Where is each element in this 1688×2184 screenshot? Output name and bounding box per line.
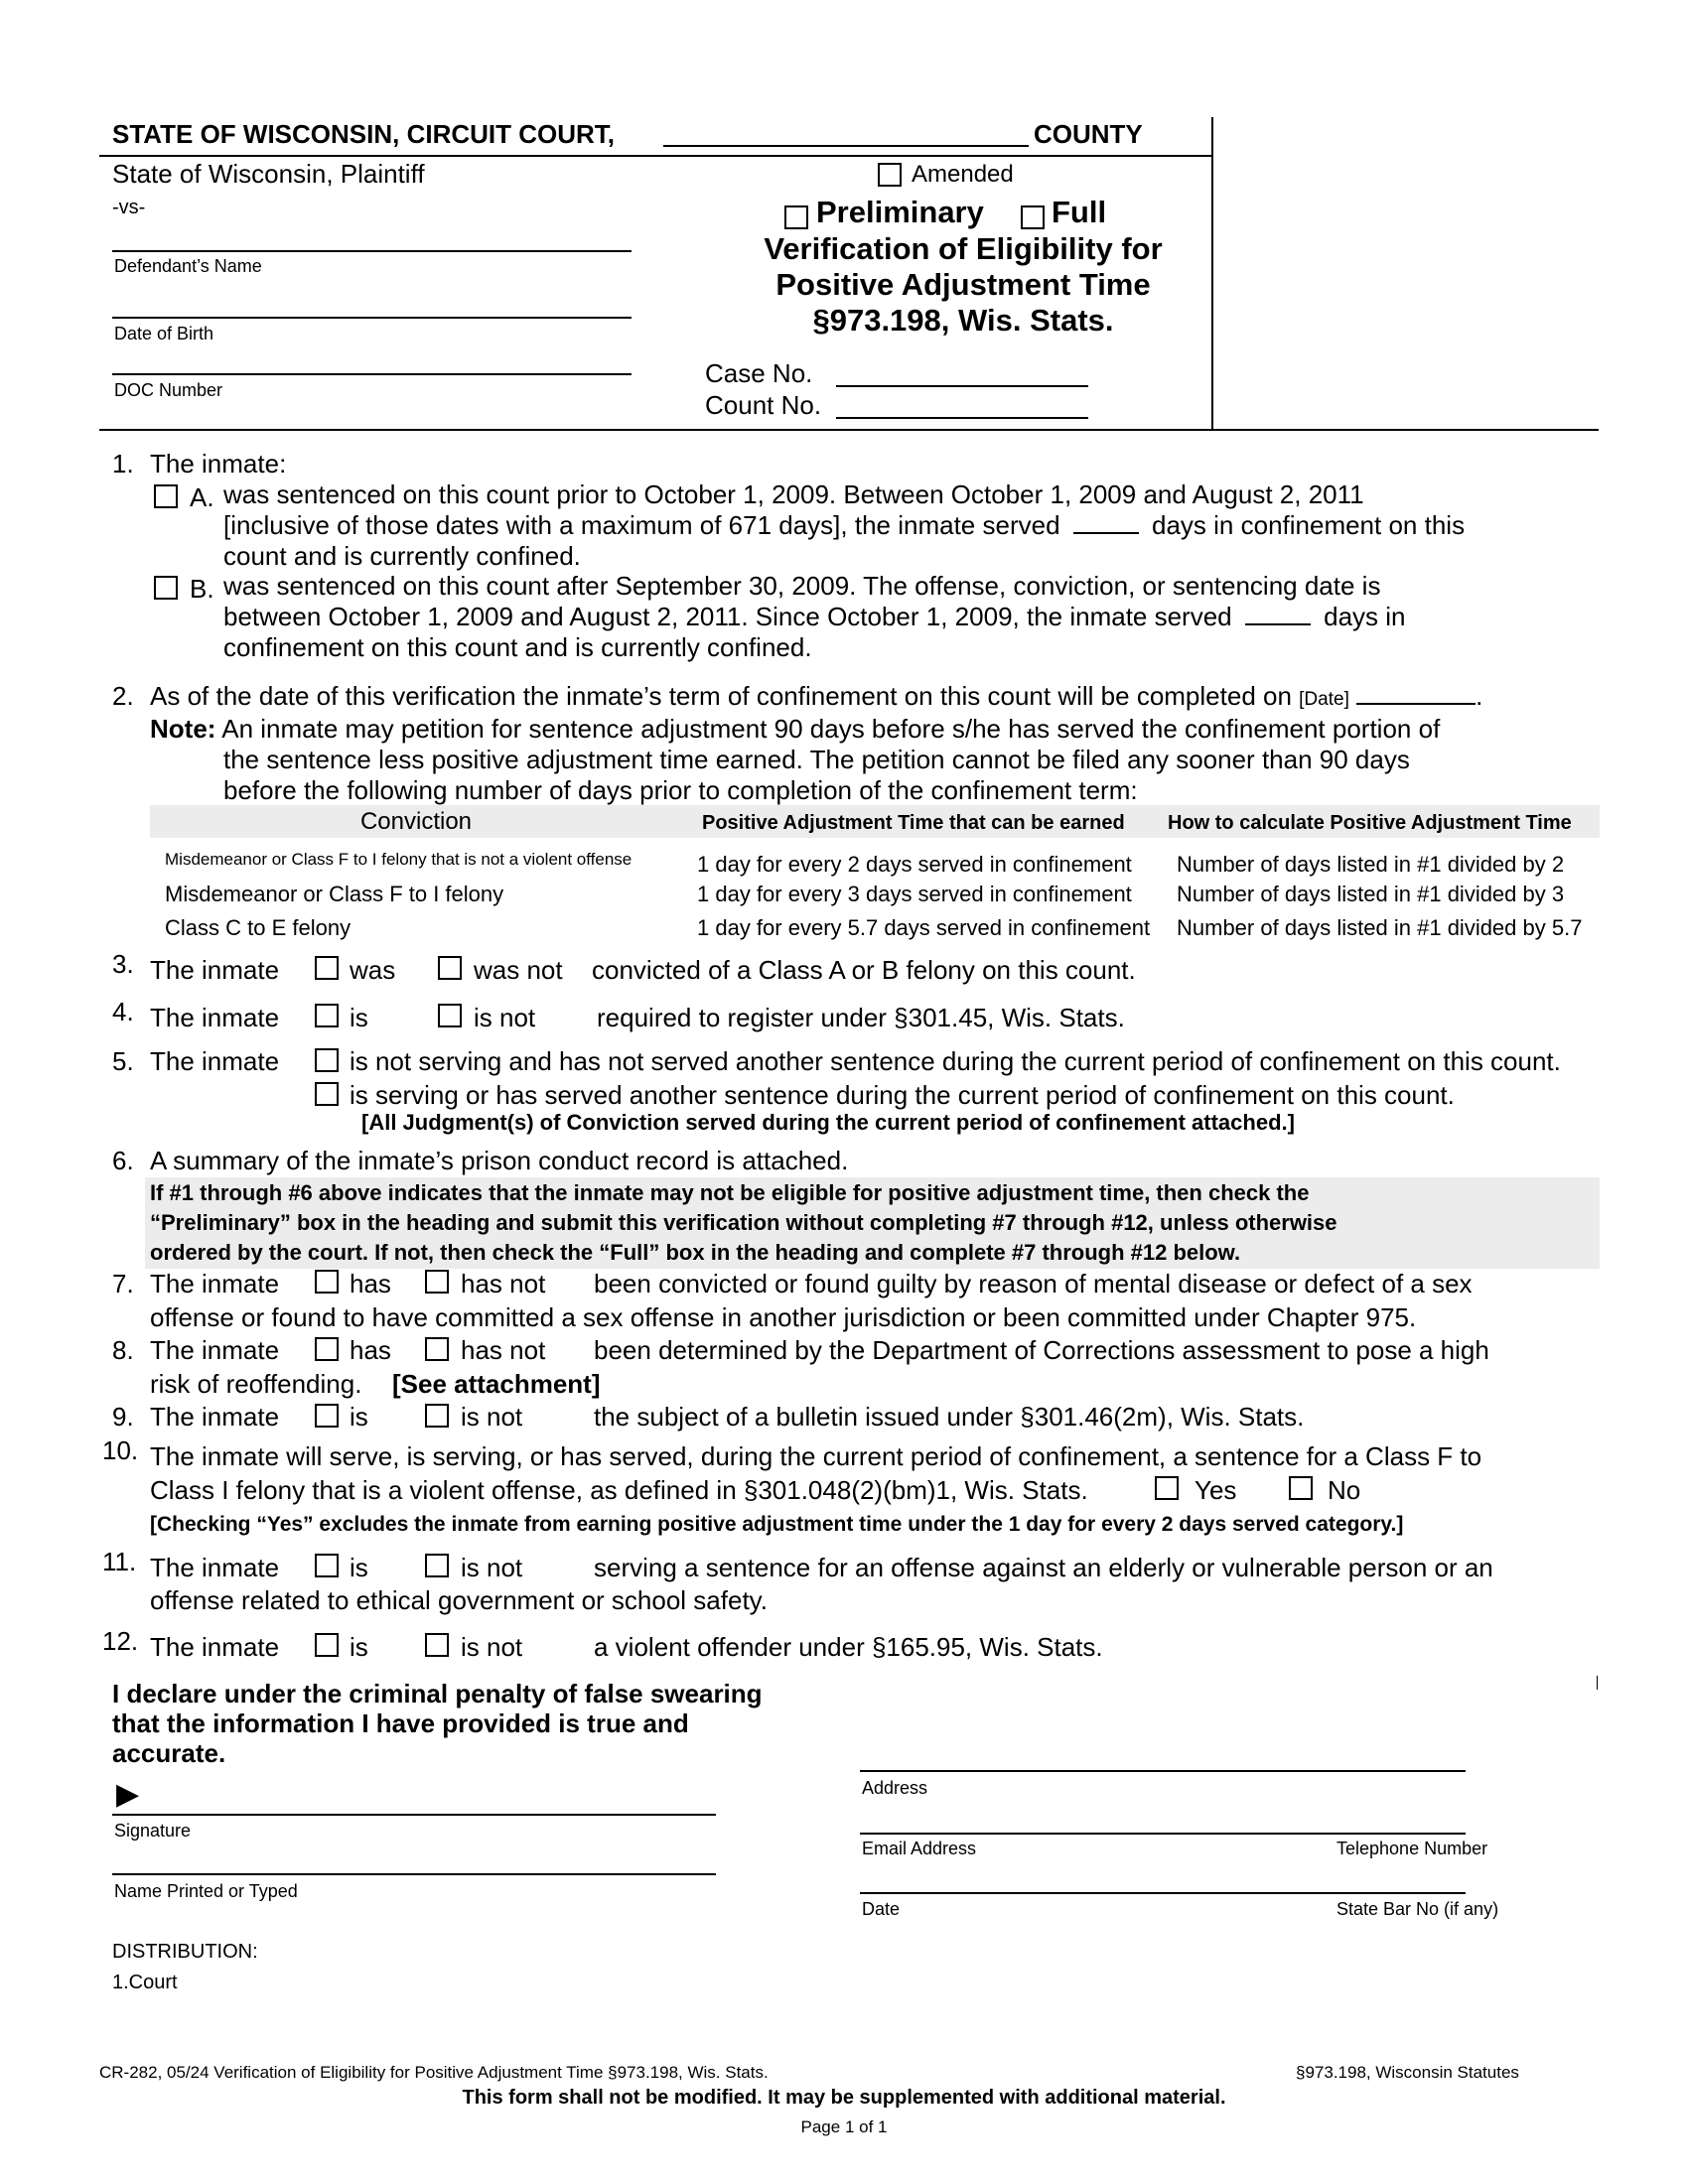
form-title-line1: Verification of Eligibility for: [764, 231, 1163, 266]
item11-text1: serving a sentence for an offense against an elderly or vulnerable person or an: [594, 1553, 1493, 1582]
county-label: COUNTY: [1034, 119, 1143, 149]
doc-number-field[interactable]: [112, 373, 632, 375]
pat-table-row1-conviction: Misdemeanor or Class F to I felony that is not a violent offense: [165, 850, 633, 869]
item4-is-not-checkbox[interactable]: [438, 1004, 462, 1027]
margin-mark: [1597, 1676, 1598, 1690]
item3-number: 3.: [112, 949, 134, 979]
signature-label: Signature: [114, 1821, 192, 1841]
item2-note-line1: [150, 714, 1440, 745]
item10-no-label: No: [1328, 1475, 1361, 1505]
item8-see-attachment: [See attachment]: [392, 1369, 601, 1399]
item3-was-checkbox[interactable]: [315, 956, 339, 980]
item11-text2: offense related to ethical government or school safety.: [150, 1585, 768, 1615]
full-label: Full: [1052, 195, 1107, 229]
item7-lead: The inmate: [150, 1269, 280, 1298]
pat-table-row3-earned: 1 day for every 5.7 days served in confinement: [697, 915, 1151, 940]
declaration-line1: I declare under the criminal penalty of false swearing: [112, 1679, 763, 1708]
item7-number: 7.: [112, 1269, 134, 1298]
item9-is-not-label: is not: [461, 1402, 523, 1432]
item4-text: required to register under §301.45, Wis. Stats.: [597, 1003, 1125, 1032]
amended-checkbox[interactable]: [878, 163, 902, 187]
item3-was-not-checkbox[interactable]: [438, 956, 462, 980]
preliminary-checkbox[interactable]: [784, 205, 808, 229]
item1-number: 1.: [112, 449, 134, 478]
item10-note: [Checking “Yes” excludes the inmate from earning positive adjustment time under the 1 day for every 2 days served category.]: [150, 1513, 1404, 1536]
item12-is-checkbox[interactable]: [315, 1633, 339, 1657]
distribution-item-court: 1.Court: [112, 1972, 178, 1993]
item5-serving-label: is serving or has served another sentence during the current period of confinement on this count.: [350, 1080, 1455, 1110]
item9-text: the subject of a bulletin issued under §301.46(2m), Wis. Stats.: [594, 1402, 1305, 1432]
amended-label: Amended: [912, 161, 1014, 188]
address-field[interactable]: [860, 1770, 1466, 1772]
footer-statute: §973.198, Wisconsin Statutes: [1296, 2063, 1519, 2082]
pat-table-row2-earned: 1 day for every 3 days served in confinement: [697, 882, 1132, 906]
item4-is-not-label: is not: [474, 1003, 536, 1032]
item9-is-not-checkbox[interactable]: [425, 1404, 449, 1428]
telephone-label: Telephone Number: [1336, 1839, 1488, 1858]
item6-text: A summary of the inmate’s prison conduct record is attached.: [150, 1146, 849, 1175]
item7-has-not-label: has not: [461, 1269, 546, 1298]
item8-has-checkbox[interactable]: [315, 1337, 339, 1361]
item12-is-label: is: [350, 1632, 368, 1662]
item2-note-line3: before the following number of days prior to completion of the confinement term:: [223, 775, 1138, 805]
instruction-line2: “Preliminary” box in the heading and submit this verification without completing #7 through #12, unless otherwise: [150, 1210, 1337, 1235]
pat-table-row1-calc: Number of days listed in #1 divided by 2: [1177, 852, 1565, 877]
footer-notice: This form shall not be modified. It may be supplemented with additional material.: [462, 2087, 1226, 2109]
count-no-field[interactable]: [836, 417, 1088, 419]
item10-number: 10.: [102, 1435, 139, 1465]
form-title-line2: Positive Adjustment Time: [775, 267, 1151, 302]
item1-b-checkbox[interactable]: [154, 576, 178, 600]
item1-b-line2-pre: between October 1, 2009 and August 2, 2011. Since October 1, 2009, the inmate served: [223, 602, 1232, 631]
email-label: Email Address: [862, 1839, 977, 1858]
item1-a-line3: count and is currently confined.: [223, 541, 581, 571]
count-no-label: Count No.: [705, 390, 822, 420]
item5-not-serving-checkbox[interactable]: [315, 1048, 339, 1072]
item2-note-text1: An inmate may petition for sentence adjustment 90 days before s/he has served the confinement portion of: [221, 714, 1441, 744]
plaintiff-label: State of Wisconsin, Plaintiff: [112, 159, 425, 189]
item12-is-not-label: is not: [461, 1632, 523, 1662]
item1-b-line1: was sentenced on this count after September 30, 2009. The offense, conviction, or sentencing date is: [223, 571, 1381, 601]
item11-is-not-label: is not: [461, 1553, 523, 1582]
pat-table-row2-conviction: Misdemeanor or Class F to I felony: [165, 882, 504, 906]
item1-lead: The inmate:: [150, 449, 287, 478]
item1-a-line2-pre: [inclusive of those dates with a maximum of 671 days], the inmate served: [223, 510, 1060, 540]
item8-text2: risk of reoffending.: [150, 1369, 362, 1399]
item2-text: As of the date of this verification the inmate’s term of confinement on this count will be completed on [Date] .: [150, 681, 1483, 711]
doc-number-label: DOC Number: [114, 380, 223, 400]
item4-number: 4.: [112, 997, 134, 1026]
item2-date-hint: [Date]: [1299, 689, 1349, 710]
item10-text1: The inmate will serve, is serving, or has served, during the current period of confinement, a sentence for a Class F to: [150, 1441, 1482, 1471]
item3-was-label: was: [350, 955, 396, 985]
email-phone-field[interactable]: [860, 1833, 1466, 1835]
pat-table-header-earned: Positive Adjustment Time that can be earned: [702, 812, 1125, 834]
item11-lead: The inmate: [150, 1553, 280, 1582]
item1-a-letter: A.: [190, 482, 214, 512]
item9-is-label: is: [350, 1402, 368, 1432]
item12-number: 12.: [102, 1626, 139, 1656]
item8-has-not-checkbox[interactable]: [425, 1337, 449, 1361]
distribution-label: DISTRIBUTION:: [112, 1941, 258, 1963]
defendant-name-label: Defendant’s Name: [114, 256, 262, 276]
item7-text1: been convicted or found guilty by reason of mental disease or defect of a sex: [594, 1269, 1473, 1298]
item11-is-not-checkbox[interactable]: [425, 1554, 449, 1577]
item11-is-label: is: [350, 1553, 368, 1582]
header-rule: [99, 155, 1211, 157]
signature-arrow-icon: ▶: [116, 1778, 140, 1811]
preliminary-label: Preliminary: [816, 195, 984, 229]
item3-text: convicted of a Class A or B felony on this count.: [592, 955, 1136, 985]
item11-number: 11.: [102, 1547, 137, 1576]
item12-is-not-checkbox[interactable]: [425, 1633, 449, 1657]
item10-text2: Class I felony that is a violent offense, as defined in §301.048(2)(bm)1, Wis. Stats.: [150, 1475, 1088, 1505]
item2-number: 2.: [112, 681, 134, 711]
vs-label: -vs-: [112, 197, 146, 218]
item7-has-not-checkbox[interactable]: [425, 1270, 449, 1294]
instruction-line3: ordered by the court. If not, then check the “Full” box in the heading and complete #7 through #12 below.: [150, 1240, 1241, 1265]
item2-statement: As of the date of this verification the inmate’s term of confinement on this count will be completed on: [150, 681, 1292, 711]
item4-is-checkbox[interactable]: [315, 1004, 339, 1027]
item1-b-line2: [223, 602, 1406, 632]
state-bar-label: State Bar No (if any): [1336, 1899, 1499, 1919]
form-title-line3: §973.198, Wis. Stats.: [812, 303, 1114, 338]
item1-a-line2: [223, 510, 1465, 541]
instruction-line1: If #1 through #6 above indicates that the inmate may not be eligible for positive adjustment time, then check the: [150, 1180, 1310, 1205]
item12-text: a violent offender under §165.95, Wis. Stats.: [594, 1632, 1103, 1662]
footer-form-id: CR-282, 05/24 Verification of Eligibility for Positive Adjustment Time §973.198, Wis. Stats.: [99, 2063, 769, 2082]
item10-yes-checkbox[interactable]: [1155, 1476, 1179, 1500]
item8-text1: been determined by the Department of Corrections assessment to pose a high: [594, 1335, 1489, 1365]
pat-table-row3-conviction: Class C to E felony: [165, 915, 352, 940]
date-label: Date: [862, 1899, 901, 1919]
pat-table-row3-calc: Number of days listed in #1 divided by 5.7: [1177, 915, 1583, 940]
footer-page-number: Page 1 of 1: [800, 2117, 888, 2136]
item3-was-not-label: was not: [474, 955, 563, 985]
item1-b-days-field[interactable]: [1245, 623, 1311, 625]
date-of-birth-field[interactable]: [112, 317, 632, 319]
item1-b-line3: confinement on this count and is currently confined.: [223, 632, 812, 662]
item10-no-checkbox[interactable]: [1289, 1476, 1313, 1500]
item2-note-line2: the sentence less positive adjustment time earned. The petition cannot be filed any sooner than 90 days: [223, 745, 1410, 774]
item9-is-checkbox[interactable]: [315, 1404, 339, 1428]
pat-table-header-conviction: Conviction: [359, 808, 473, 835]
item2-note-label: Note:: [150, 714, 216, 744]
item3-lead: The inmate: [150, 955, 280, 985]
item7-has-checkbox[interactable]: [315, 1270, 339, 1294]
item9-number: 9.: [112, 1402, 134, 1432]
pat-table-row2-calc: Number of days listed in #1 divided by 3: [1177, 882, 1565, 906]
pat-table-header-calc: How to calculate Positive Adjustment Time: [1168, 812, 1572, 834]
case-no-label: Case No.: [705, 358, 813, 388]
item8-has-label: has: [350, 1335, 391, 1365]
item11-is-checkbox[interactable]: [315, 1554, 339, 1577]
item4-lead: The inmate: [150, 1003, 280, 1032]
caption-bottom-rule: [99, 429, 1599, 431]
item8-has-not-label: has not: [461, 1335, 546, 1365]
item8-lead: The inmate: [150, 1335, 280, 1365]
item5-not-serving-label: is not serving and has not served another sentence during the current period of confinement on this count.: [350, 1046, 1561, 1076]
item12-lead: The inmate: [150, 1632, 280, 1662]
item1-a-line2-post: days in confinement on this: [1152, 510, 1466, 540]
item7-text2: offense or found to have committed a sex offense in another jurisdiction or been committed under Chapter 975.: [150, 1302, 1417, 1332]
name-printed-field[interactable]: [112, 1873, 716, 1875]
court-caption: STATE OF WISCONSIN, CIRCUIT COURT,: [112, 119, 616, 149]
item9-lead: The inmate: [150, 1402, 280, 1432]
item1-b-line2-post: days in: [1324, 602, 1406, 631]
full-checkbox[interactable]: [1021, 205, 1045, 229]
pat-table-row1-earned: 1 day for every 2 days served in confinement: [697, 852, 1132, 877]
item10-yes-label: Yes: [1195, 1475, 1237, 1505]
defendant-name-field[interactable]: [112, 250, 632, 252]
item2-date-field[interactable]: [1356, 703, 1476, 705]
county-field[interactable]: [663, 145, 1029, 147]
item5-attachment-note: [All Judgment(s) of Conviction served during the current period of confinement attached.]: [361, 1110, 1295, 1135]
item7-has-label: has: [350, 1269, 391, 1298]
item1-a-line1: was sentenced on this count prior to October 1, 2009. Between October 1, 2009 and August 2, 2011: [223, 479, 1364, 509]
declaration-line2: that the information I have provided is true and: [112, 1708, 689, 1738]
declaration-line3: accurate.: [112, 1738, 226, 1768]
item4-is-label: is: [350, 1003, 368, 1032]
item8-number: 8.: [112, 1335, 134, 1365]
date-of-birth-label: Date of Birth: [114, 324, 214, 343]
signature-field[interactable]: [112, 1814, 716, 1816]
name-printed-label: Name Printed or Typed: [114, 1881, 298, 1901]
item5-number: 5.: [112, 1046, 134, 1076]
case-no-field[interactable]: [836, 385, 1088, 387]
item6-number: 6.: [112, 1146, 134, 1175]
item1-a-checkbox[interactable]: [154, 484, 178, 508]
item1-a-days-field[interactable]: [1073, 532, 1139, 534]
date-bar-field[interactable]: [860, 1892, 1466, 1894]
item1-b-letter: B.: [190, 574, 214, 604]
item5-serving-checkbox[interactable]: [315, 1082, 339, 1106]
address-label: Address: [862, 1778, 928, 1798]
item5-lead: The inmate: [150, 1046, 280, 1076]
